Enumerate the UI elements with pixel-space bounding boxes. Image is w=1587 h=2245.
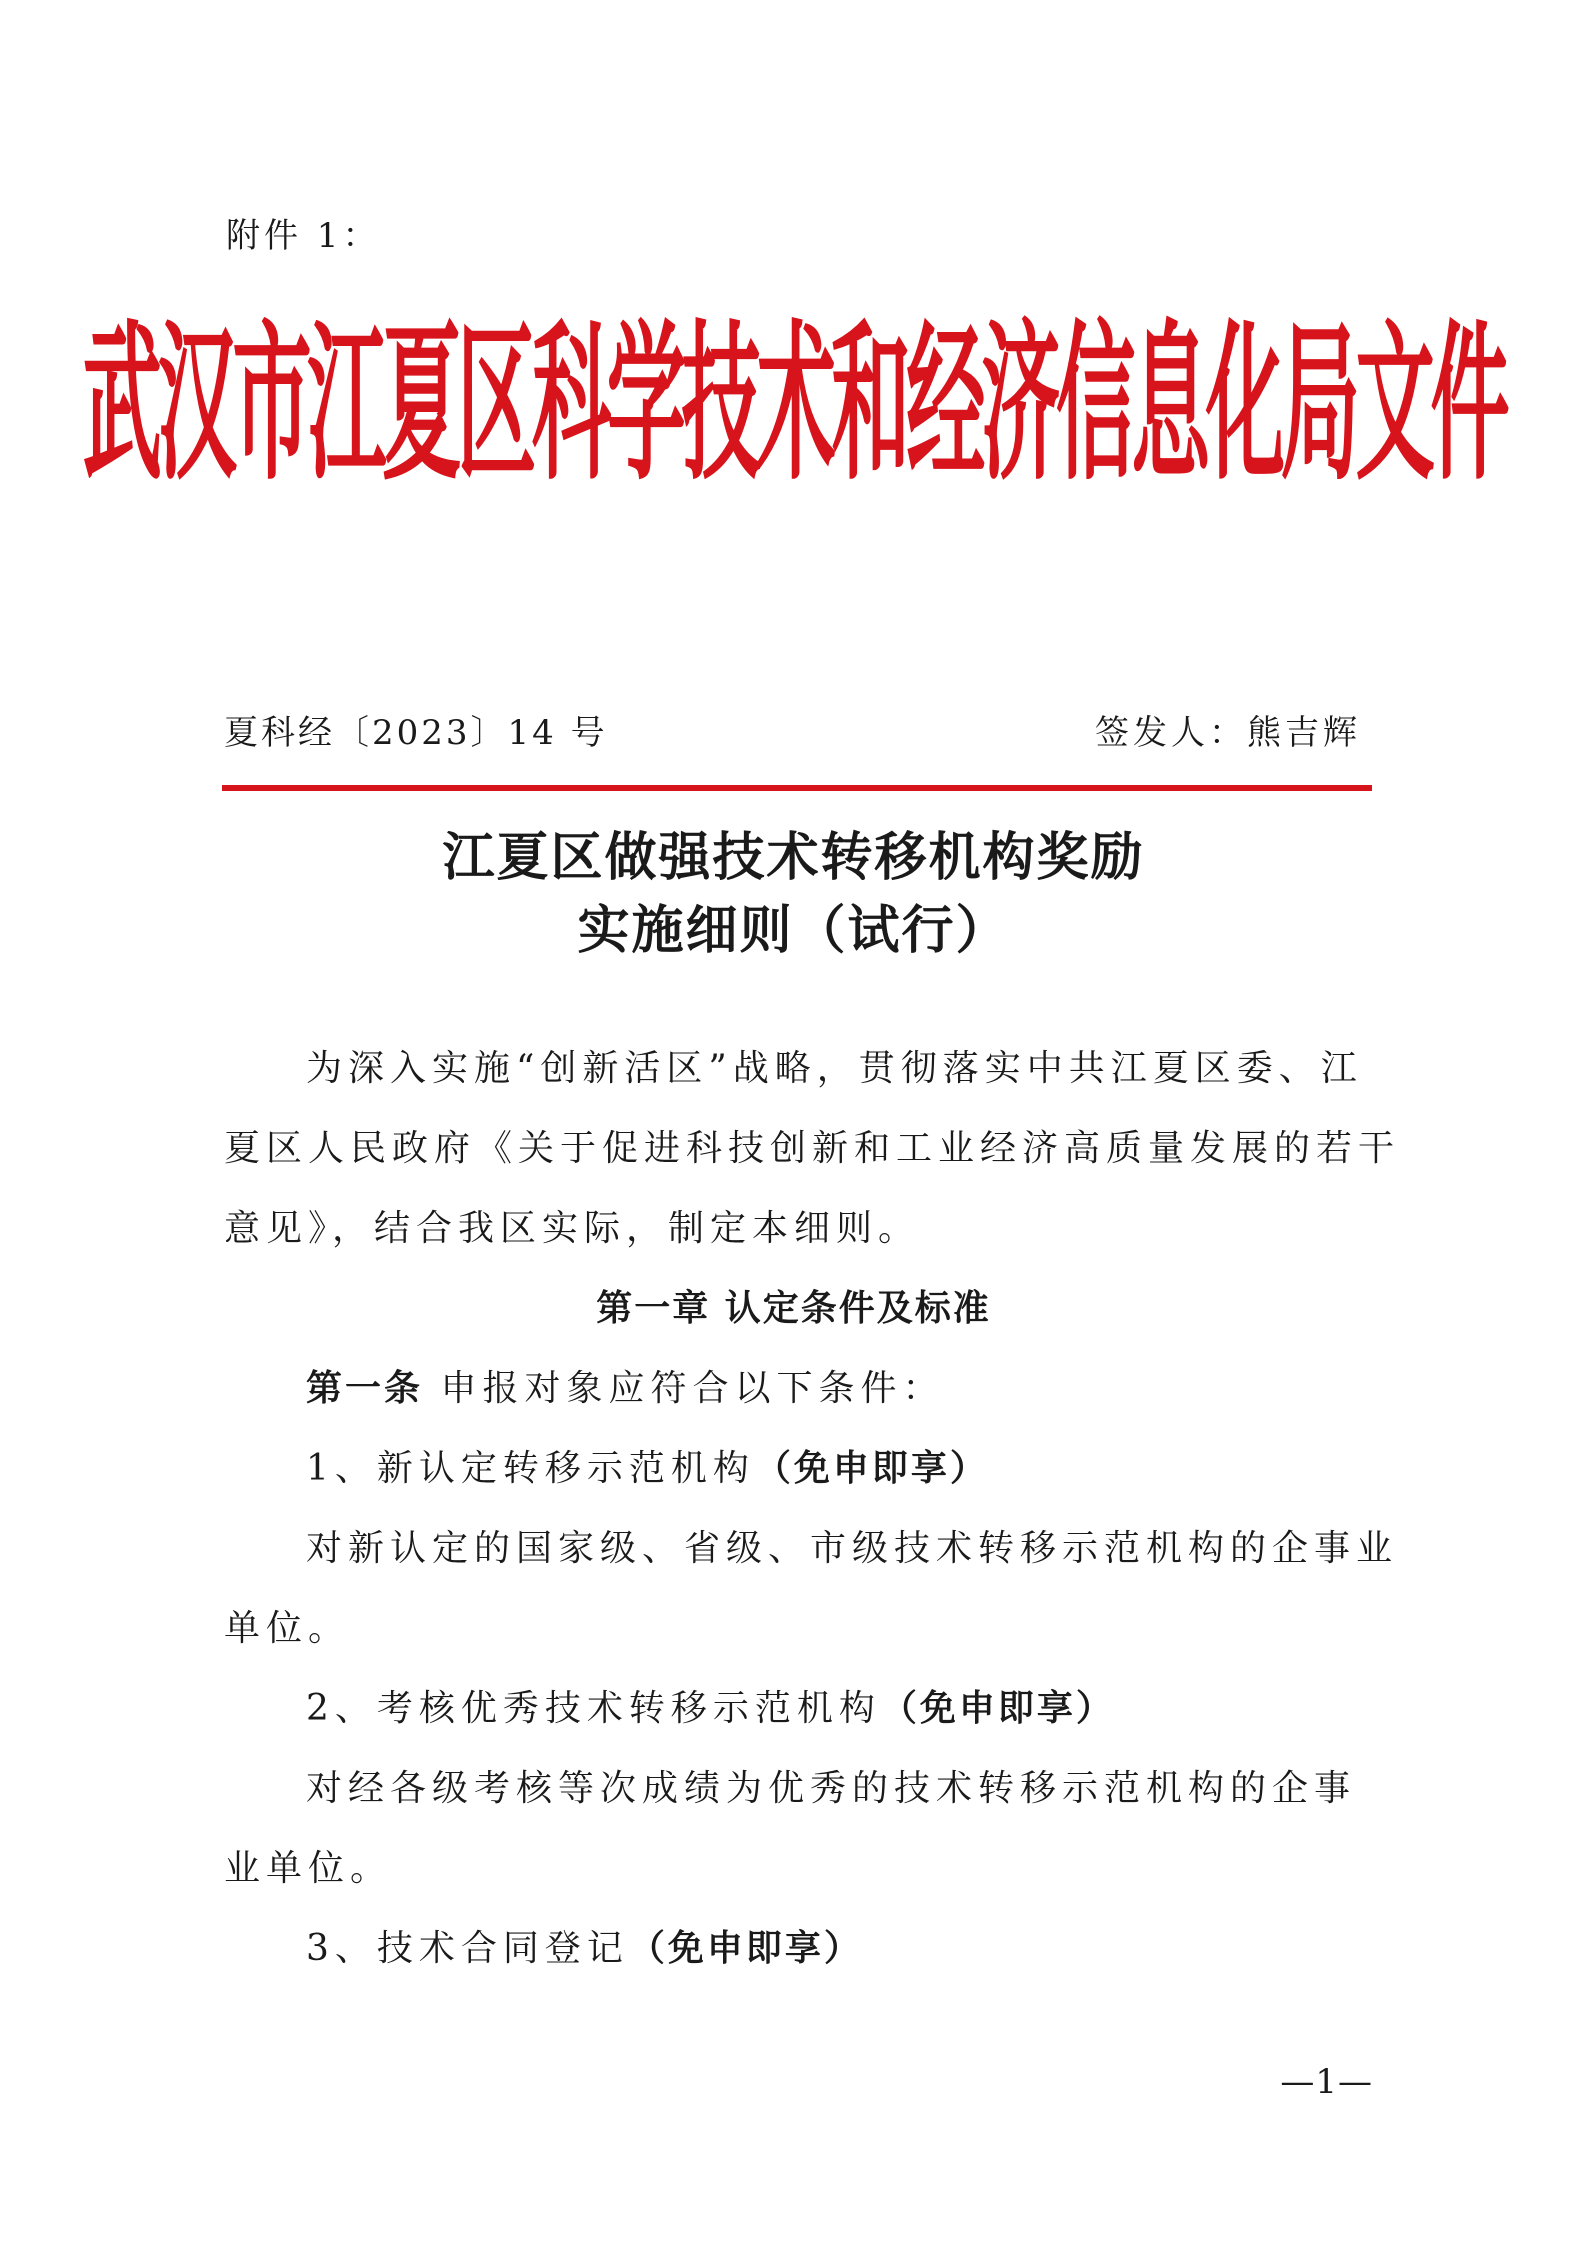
issuing-authority-header <box>82 290 1506 504</box>
article-1 <box>224 1360 1372 1411</box>
item-tag: （免申即享） <box>880 1688 1115 1729</box>
item-2-text-line-1: 对经各级考核等次成绩为优秀的技术转移示范机构的企事 <box>306 1768 1357 1809</box>
item-tag: （免申即享） <box>628 1928 863 1969</box>
item-tag: （免申即享） <box>754 1448 989 1489</box>
document-number: 夏科经〔2023〕14 号 <box>224 713 608 753</box>
item-2-title <box>224 1680 1372 1731</box>
intro-paragraph-line-1: 为深入实施“创新活区”战略，贯彻落实中共江夏区委、江 <box>306 1048 1363 1089</box>
article-label: 第一条 <box>306 1368 424 1409</box>
attachment-label: 附件 1： <box>226 216 381 256</box>
document-title-line-1: 江夏区做强技术转移机构奖励 <box>442 827 1145 888</box>
item-3-title <box>224 1920 1372 1971</box>
red-divider-line <box>222 785 1372 791</box>
item-2-text-line-2: 业单位。 <box>224 1848 393 1889</box>
signer: 签发人：熊吉辉 <box>1095 713 1361 753</box>
chapter-heading: 第一章 认定条件及标准 <box>596 1288 991 1329</box>
document-title-line-2: 实施细则（试行） <box>577 900 1010 961</box>
item-title: 1、新认定转移示范机构 <box>306 1448 755 1489</box>
item-1-text-line-2: 单位。 <box>224 1608 351 1649</box>
issuing-authority-name: 武汉市江夏区科学技术和经济信息化局文件 <box>82 304 1506 504</box>
item-1-text-line-1: 对新认定的国家级、省级、市级技术转移示范机构的企事业 <box>306 1528 1399 1569</box>
item-title: 3、技术合同登记 <box>306 1928 629 1969</box>
item-title: 2、考核优秀技术转移示范机构 <box>306 1688 881 1729</box>
item-1-title <box>224 1440 1372 1491</box>
article-text: 申报对象应符合以下条件： <box>440 1368 945 1409</box>
page-number: —1— <box>1280 2062 1373 2102</box>
intro-paragraph-line-3: 意见》，结合我区实际，制定本细则。 <box>224 1208 921 1249</box>
intro-paragraph-line-2: 夏区人民政府《关于促进科技创新和工业经济高质量发展的若干 <box>224 1128 1401 1169</box>
